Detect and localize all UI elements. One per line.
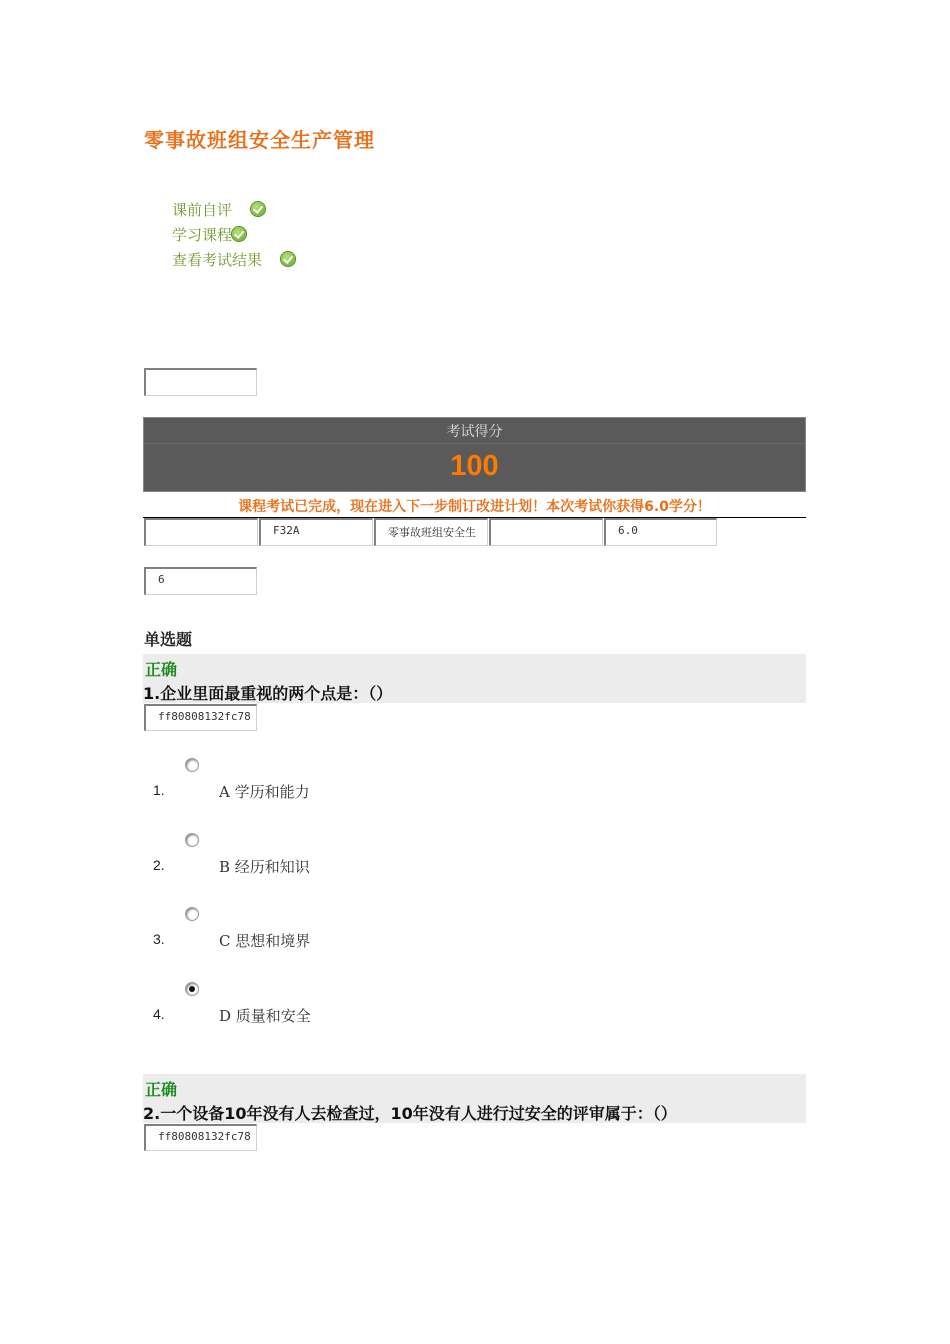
question-text: 2.一个设备10年没有人去检查过，10年没有人进行过安全的评审属于：（） bbox=[143, 1104, 677, 1123]
step-label: 课前自评 bbox=[172, 201, 233, 219]
option-radio-c[interactable] bbox=[185, 907, 199, 921]
option-text: B 经历和知识 bbox=[219, 858, 310, 876]
credit-field[interactable]: 6 bbox=[144, 567, 257, 595]
credit-value-field[interactable]: 6.0 bbox=[604, 518, 717, 546]
course-field-4[interactable] bbox=[489, 518, 603, 546]
option-number: 4. bbox=[153, 1006, 165, 1022]
blank-field[interactable] bbox=[144, 368, 257, 396]
step-self-assessment[interactable] bbox=[172, 198, 295, 223]
option-text: D 质量和安全 bbox=[219, 1007, 311, 1025]
step-view-results[interactable] bbox=[172, 248, 295, 273]
result-status: 正确 bbox=[145, 660, 178, 679]
progress-steps bbox=[172, 198, 295, 273]
step-label: 学习课程 bbox=[172, 226, 233, 244]
result-status: 正确 bbox=[145, 1080, 178, 1099]
score-label: 考试得分 bbox=[144, 421, 805, 444]
question-header bbox=[143, 1074, 806, 1123]
option-text: A 学历和能力 bbox=[219, 783, 310, 801]
option-number: 3. bbox=[153, 931, 165, 947]
section-title: 单选题 bbox=[144, 630, 193, 649]
course-field-1[interactable] bbox=[144, 518, 258, 546]
checkmark-icon bbox=[251, 202, 265, 216]
question-header bbox=[143, 654, 806, 703]
option-number: 2. bbox=[153, 857, 165, 873]
score-value: 100 bbox=[450, 450, 499, 482]
question-id-field[interactable]: ff80808132fc78 bbox=[144, 704, 257, 731]
step-study-course[interactable] bbox=[172, 223, 295, 248]
option-radio-a[interactable] bbox=[185, 758, 199, 772]
option-text: C 思想和境界 bbox=[219, 932, 311, 950]
option-radio-d[interactable] bbox=[185, 982, 199, 996]
option-radio-b[interactable] bbox=[185, 833, 199, 847]
checkmark-icon bbox=[281, 252, 295, 266]
question-id-field[interactable]: ff80808132fc78 bbox=[144, 1124, 257, 1151]
option-number: 1. bbox=[153, 782, 165, 798]
course-code-field[interactable]: F32A bbox=[259, 518, 373, 546]
course-name-field[interactable]: 零事故班组安全生 bbox=[374, 518, 488, 546]
score-panel bbox=[143, 417, 806, 492]
question-text: 1.企业里面最重视的两个点是：（） bbox=[143, 684, 393, 703]
completion-notice: 课程考试已完成，现在进入下一步制订改进计划！本次考试你获得6.0学分！ bbox=[238, 499, 711, 515]
page-title: 零事故班组安全生产管理 bbox=[144, 128, 375, 152]
step-label: 查看考试结果 bbox=[172, 251, 263, 269]
checkmark-icon bbox=[232, 227, 246, 241]
